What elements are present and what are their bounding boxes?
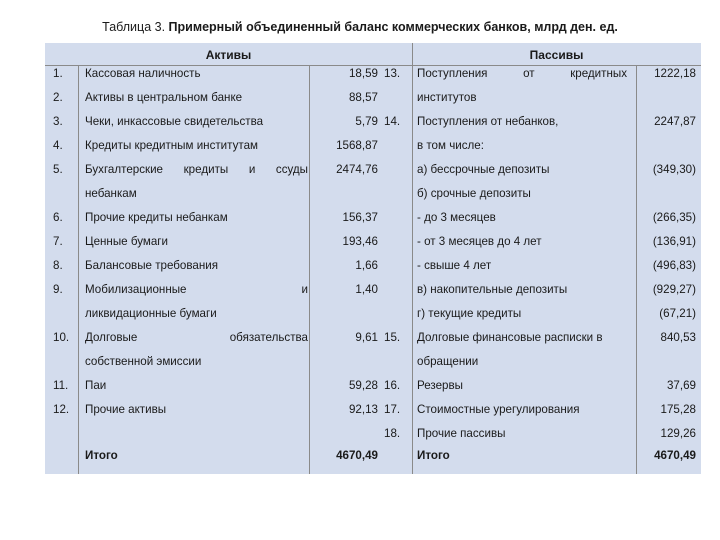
liability-value: (266,35) bbox=[652, 211, 696, 224]
asset-label-word: обязательства bbox=[229, 331, 308, 344]
asset-value: 1,40 bbox=[355, 283, 378, 296]
liability-label-word: кредитных bbox=[570, 67, 627, 80]
asset-label bbox=[85, 283, 308, 297]
asset-number: 9. bbox=[53, 283, 63, 296]
asset-label: Кредиты кредитным институтам bbox=[85, 139, 258, 152]
caption-text: Примерный объединенный баланс коммерческих банков, млрд ден. ед. bbox=[168, 20, 618, 34]
asset-label: Чеки, инкассовые свидетельства bbox=[85, 115, 264, 128]
asset-number: 7. bbox=[53, 235, 63, 248]
asset-value: 9,61 bbox=[355, 331, 378, 344]
assets-total-label: Итого bbox=[85, 449, 118, 462]
liability-value: 840,53 bbox=[660, 331, 696, 344]
liability-label: а) бессрочные депозиты bbox=[417, 163, 550, 176]
asset-value: 88,57 bbox=[348, 91, 378, 104]
liability-number: 13. bbox=[384, 67, 401, 80]
liability-label: институтов bbox=[417, 91, 477, 104]
asset-value: 18,59 bbox=[348, 67, 378, 80]
liability-value: 175,28 bbox=[660, 403, 696, 416]
asset-label: Кассовая наличность bbox=[85, 67, 201, 80]
asset-label: Активы в центральном банке bbox=[85, 91, 243, 104]
liability-number: 14. bbox=[384, 115, 401, 128]
liability-label-word: Поступления bbox=[417, 67, 488, 80]
balance-table bbox=[45, 43, 701, 474]
liability-label bbox=[417, 67, 627, 81]
asset-number: 3. bbox=[53, 115, 63, 128]
asset-label-word: ссуды bbox=[275, 163, 308, 176]
liability-value: (496,83) bbox=[652, 259, 696, 272]
asset-number: 10. bbox=[53, 331, 70, 344]
asset-label: Прочие активы bbox=[85, 403, 167, 416]
liability-number: 15. bbox=[384, 331, 401, 344]
liability-value: 129,26 bbox=[660, 427, 696, 440]
asset-number: 5. bbox=[53, 163, 63, 176]
asset-label-word: Мобилизационные bbox=[85, 283, 187, 296]
liability-label: - до 3 месяцев bbox=[417, 211, 496, 224]
liability-value: (67,21) bbox=[659, 307, 696, 320]
header-divider bbox=[45, 65, 701, 66]
liability-value: 1222,18 bbox=[654, 67, 696, 80]
liability-label: - от 3 месяцев до 4 лет bbox=[417, 235, 542, 248]
asset-label: собственной эмиссии bbox=[85, 355, 202, 368]
liability-label: б) срочные депозиты bbox=[417, 187, 531, 200]
liability-label: - свыше 4 лет bbox=[417, 259, 492, 272]
table-caption bbox=[0, 20, 720, 34]
asset-label: Балансовые требования bbox=[85, 259, 219, 272]
asset-label: Паи bbox=[85, 379, 107, 392]
liability-label: в) накопительные депозиты bbox=[417, 283, 568, 296]
liabilities-header: Пассивы bbox=[529, 48, 584, 62]
asset-label: ликвидационные бумаги bbox=[85, 307, 217, 320]
asset-value: 156,37 bbox=[342, 211, 378, 224]
liability-label: обращении bbox=[417, 355, 479, 368]
liabilities-total-value: 4670,49 bbox=[654, 449, 696, 462]
asset-number: 4. bbox=[53, 139, 63, 152]
liability-label: в том числе: bbox=[417, 139, 484, 152]
asset-value: 92,13 bbox=[348, 403, 378, 416]
caption-prefix: Таблица 3. bbox=[102, 20, 166, 34]
asset-value: 2474,76 bbox=[336, 163, 378, 176]
asset-number: 11. bbox=[53, 379, 69, 392]
asset-label: Прочие кредиты небанкам bbox=[85, 211, 228, 224]
asset-label-word: Долговые bbox=[85, 331, 138, 344]
liabilities-total-label: Итого bbox=[417, 449, 450, 462]
asset-label: небанкам bbox=[85, 187, 137, 200]
asset-value: 59,28 bbox=[348, 379, 378, 392]
liability-value: 37,69 bbox=[666, 379, 696, 392]
liability-label: Стоимостные урегулирования bbox=[417, 403, 580, 416]
liability-number: 17. bbox=[384, 403, 401, 416]
liability-number: 16. bbox=[384, 379, 401, 392]
asset-label-word: и bbox=[248, 163, 256, 176]
asset-number: 6. bbox=[53, 211, 63, 224]
column-divider bbox=[78, 65, 79, 474]
asset-label: Ценные бумаги bbox=[85, 235, 169, 248]
asset-number: 2. bbox=[53, 91, 63, 104]
asset-number: 1. bbox=[53, 67, 63, 80]
liability-label-word: от bbox=[523, 67, 535, 80]
asset-label-word: и bbox=[301, 283, 308, 296]
liability-value: (349,30) bbox=[652, 163, 696, 176]
assets-header: Активы bbox=[205, 48, 252, 62]
assets-total-value: 4670,49 bbox=[336, 449, 378, 462]
liability-number: 18. bbox=[384, 427, 401, 440]
asset-number: 8. bbox=[53, 259, 63, 272]
asset-value: 5,79 bbox=[355, 115, 378, 128]
asset-number: 12. bbox=[53, 403, 70, 416]
liability-label: Поступления от небанков, bbox=[417, 115, 559, 128]
liability-label: г) текущие кредиты bbox=[417, 307, 522, 320]
asset-value: 193,46 bbox=[342, 235, 378, 248]
liability-value: (136,91) bbox=[652, 235, 696, 248]
asset-label bbox=[85, 331, 308, 345]
liability-label: Прочие пассивы bbox=[417, 427, 506, 440]
column-divider bbox=[412, 43, 413, 474]
liability-label: Долговые финансовые расписки в bbox=[417, 331, 603, 344]
column-divider bbox=[309, 65, 310, 474]
asset-value: 1568,87 bbox=[336, 139, 378, 152]
liability-label: Резервы bbox=[417, 379, 463, 392]
asset-label-word: кредиты bbox=[183, 163, 229, 176]
liability-value: (929,27) bbox=[652, 283, 696, 296]
asset-value: 1,66 bbox=[355, 259, 378, 272]
liability-value: 2247,87 bbox=[654, 115, 696, 128]
asset-label-word: Бухгалтерские bbox=[85, 163, 164, 176]
asset-label bbox=[85, 163, 308, 177]
